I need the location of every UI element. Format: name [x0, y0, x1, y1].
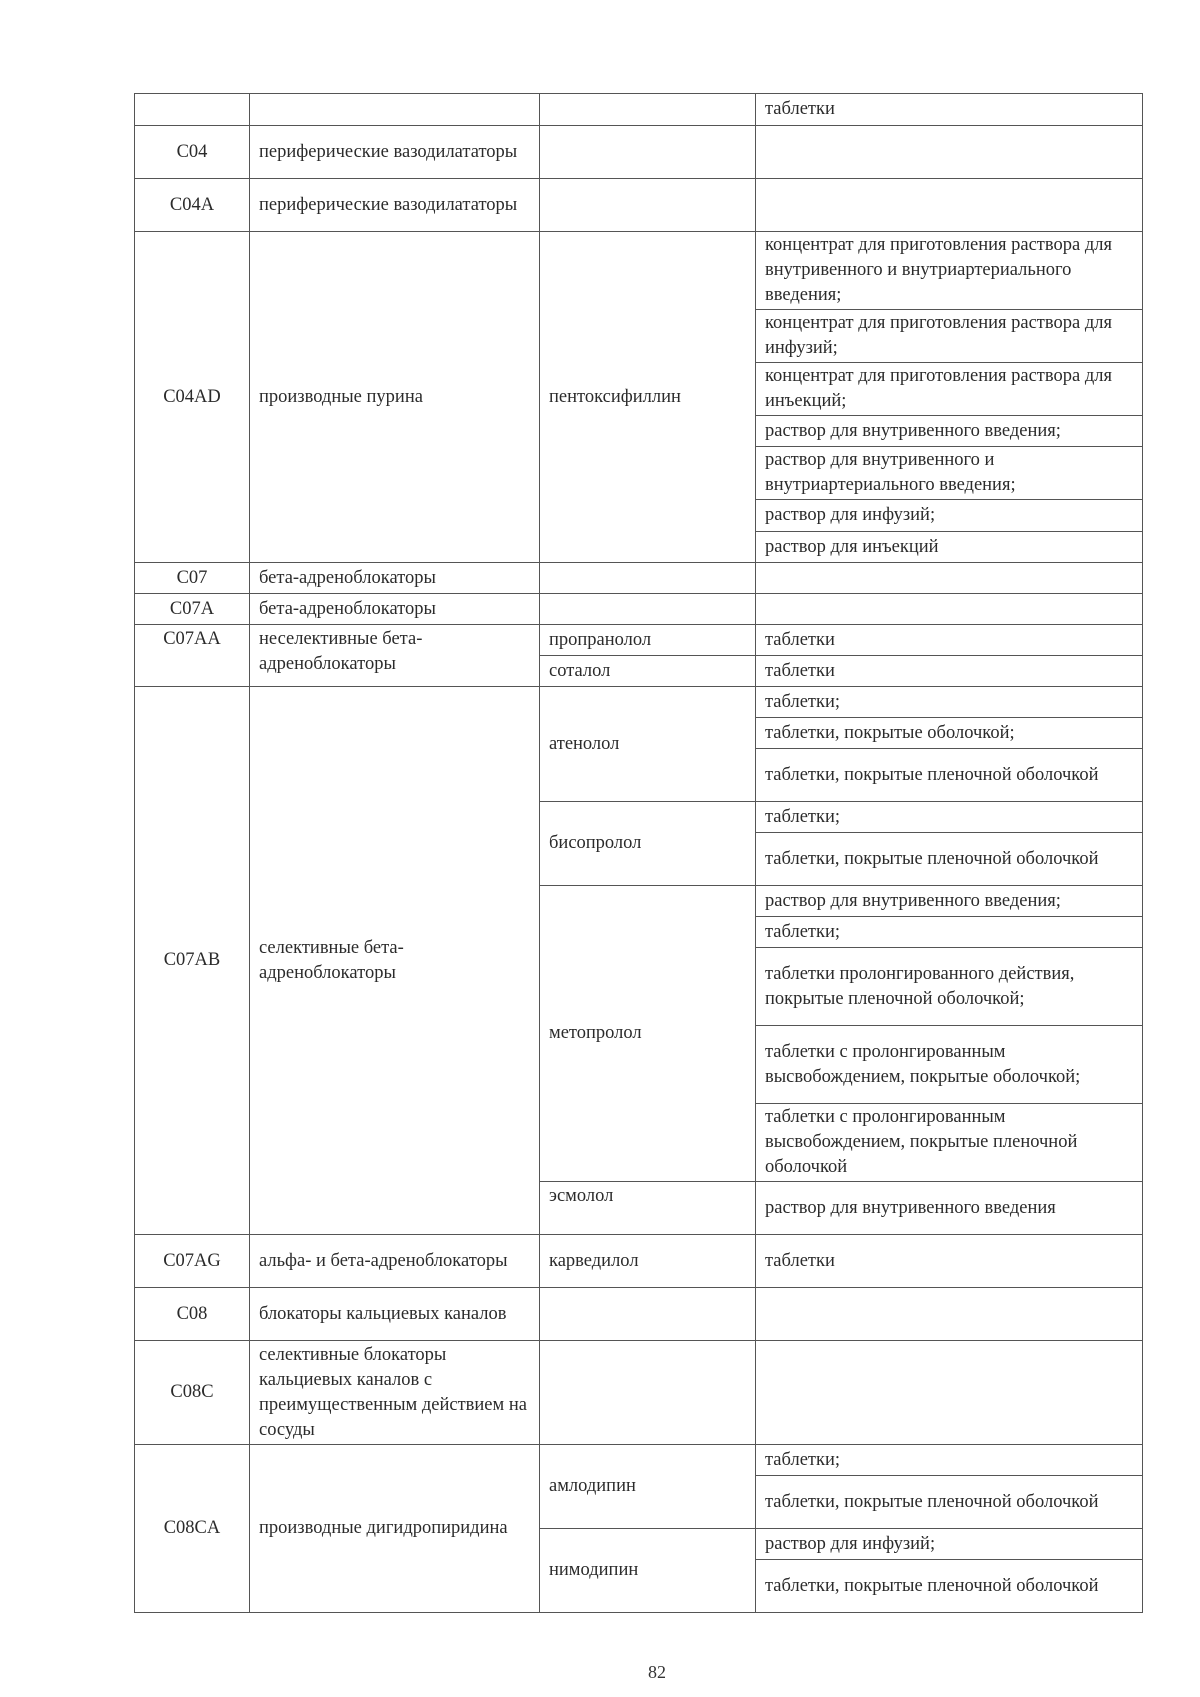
- drug-name-cell: эсмолол: [540, 1182, 756, 1235]
- page-number: 82: [648, 1662, 666, 1682]
- dosage-form-cell: таблетки;: [756, 802, 1143, 833]
- dosage-form-cell: таблетки, покрытые пленочной оболочкой: [756, 833, 1143, 886]
- table-row: [135, 687, 1143, 718]
- table-row: [135, 126, 1143, 179]
- drug-name-cell: амлодипин: [540, 1445, 756, 1529]
- group-name-cell: блокаторы кальциевых каналов: [250, 1288, 540, 1341]
- group-name-cell: производные пурина: [250, 232, 540, 563]
- dosage-form-cell: концентрат для приготовления раствора для инфузий;: [756, 310, 1143, 363]
- dosage-form-cell: таблетки, покрытые пленочной оболочкой: [756, 749, 1143, 802]
- drug-name-cell: [540, 126, 756, 179]
- dosage-form-cell: [756, 179, 1143, 232]
- dosage-form-cell: раствор для внутривенного и внутриартериального введения;: [756, 447, 1143, 500]
- dosage-form-cell: концентрат для приготовления раствора для внутривенного и внутриартериального введения;: [756, 232, 1143, 310]
- drug-name-cell: [540, 1288, 756, 1341]
- group-name-cell: бета-адреноблокаторы: [250, 563, 540, 594]
- dosage-form-cell: таблетки пролонгированного действия, покрытые пленочной оболочкой;: [756, 948, 1143, 1026]
- table-row: [135, 563, 1143, 594]
- drug-name-cell: соталол: [540, 656, 756, 687]
- dosage-form-cell: таблетки;: [756, 1445, 1143, 1476]
- table-row: [135, 1288, 1143, 1341]
- drug-name-cell: [540, 94, 756, 126]
- group-name-cell: периферические вазодилататоры: [250, 126, 540, 179]
- atc-code-cell: C07AB: [135, 687, 250, 1235]
- dosage-form-cell: таблетки, покрытые оболочкой;: [756, 718, 1143, 749]
- group-name-cell: периферические вазодилататоры: [250, 179, 540, 232]
- dosage-form-cell: таблетки, покрытые пленочной оболочкой: [756, 1560, 1143, 1613]
- table-row: [135, 179, 1143, 232]
- drug-name-cell: [540, 563, 756, 594]
- dosage-form-cell: раствор для инфузий;: [756, 500, 1143, 532]
- table-row: [135, 1235, 1143, 1288]
- table-row: [135, 594, 1143, 625]
- dosage-form-cell: раствор для внутривенного введения: [756, 1182, 1143, 1235]
- drug-name-cell: бисопролол: [540, 802, 756, 886]
- dosage-form-cell: таблетки: [756, 94, 1143, 126]
- atc-code-cell: C07: [135, 563, 250, 594]
- dosage-form-cell: раствор для внутривенного введения;: [756, 886, 1143, 917]
- table-row: [135, 625, 1143, 656]
- drug-classification-table: [134, 93, 1143, 1613]
- group-name-cell: бета-адреноблокаторы: [250, 594, 540, 625]
- group-name-cell: неселективные бета-адреноблокаторы: [250, 625, 540, 687]
- drug-name-cell: [540, 594, 756, 625]
- group-name-cell: селективные блокаторы кальциевых каналов с преимущественным действием на сосуды: [250, 1341, 540, 1445]
- atc-code-cell: C04: [135, 126, 250, 179]
- drug-name-cell: карведилол: [540, 1235, 756, 1288]
- atc-code-cell: [135, 94, 250, 126]
- atc-code-cell: C07AG: [135, 1235, 250, 1288]
- dosage-form-cell: таблетки: [756, 656, 1143, 687]
- drug-name-cell: [540, 179, 756, 232]
- drug-name-cell: нимодипин: [540, 1529, 756, 1613]
- atc-code-cell: C08C: [135, 1341, 250, 1445]
- group-name-cell: альфа- и бета-адреноблокаторы: [250, 1235, 540, 1288]
- dosage-form-cell: таблетки с пролонгированным высвобождением, покрытые пленочной оболочкой: [756, 1104, 1143, 1182]
- atc-code-cell: C07A: [135, 594, 250, 625]
- dosage-form-cell: таблетки: [756, 1235, 1143, 1288]
- dosage-form-cell: таблетки: [756, 625, 1143, 656]
- dosage-form-cell: раствор для инъекций: [756, 532, 1143, 563]
- atc-code-cell: C04A: [135, 179, 250, 232]
- dosage-form-cell: раствор для инфузий;: [756, 1529, 1143, 1560]
- table-row: [135, 1341, 1143, 1445]
- dosage-form-cell: таблетки с пролонгированным высвобождением, покрытые оболочкой;: [756, 1026, 1143, 1104]
- atc-code-cell: C08: [135, 1288, 250, 1341]
- group-name-cell: селективные бета-адреноблокаторы: [250, 687, 540, 1235]
- group-name-cell: производные дигидропиридина: [250, 1445, 540, 1613]
- drug-name-cell: пентоксифиллин: [540, 232, 756, 563]
- table-row: [135, 1445, 1143, 1476]
- drug-name-cell: пропранолол: [540, 625, 756, 656]
- dosage-form-cell: [756, 594, 1143, 625]
- group-name-cell: [250, 94, 540, 126]
- drug-name-cell: метопролол: [540, 886, 756, 1182]
- dosage-form-cell: таблетки, покрытые пленочной оболочкой: [756, 1476, 1143, 1529]
- dosage-form-cell: [756, 563, 1143, 594]
- dosage-form-cell: раствор для внутривенного введения;: [756, 416, 1143, 447]
- dosage-form-cell: таблетки;: [756, 687, 1143, 718]
- drug-name-cell: атенолол: [540, 687, 756, 802]
- table-row: [135, 94, 1143, 126]
- dosage-form-cell: концентрат для приготовления раствора для инъекций;: [756, 363, 1143, 416]
- dosage-form-cell: [756, 126, 1143, 179]
- dosage-form-cell: [756, 1341, 1143, 1445]
- atc-code-cell: C04AD: [135, 232, 250, 563]
- drug-name-cell: [540, 1341, 756, 1445]
- table-row: [135, 232, 1143, 310]
- dosage-form-cell: таблетки;: [756, 917, 1143, 948]
- atc-code-cell: C08CA: [135, 1445, 250, 1613]
- atc-code-cell: C07AA: [135, 625, 250, 687]
- dosage-form-cell: [756, 1288, 1143, 1341]
